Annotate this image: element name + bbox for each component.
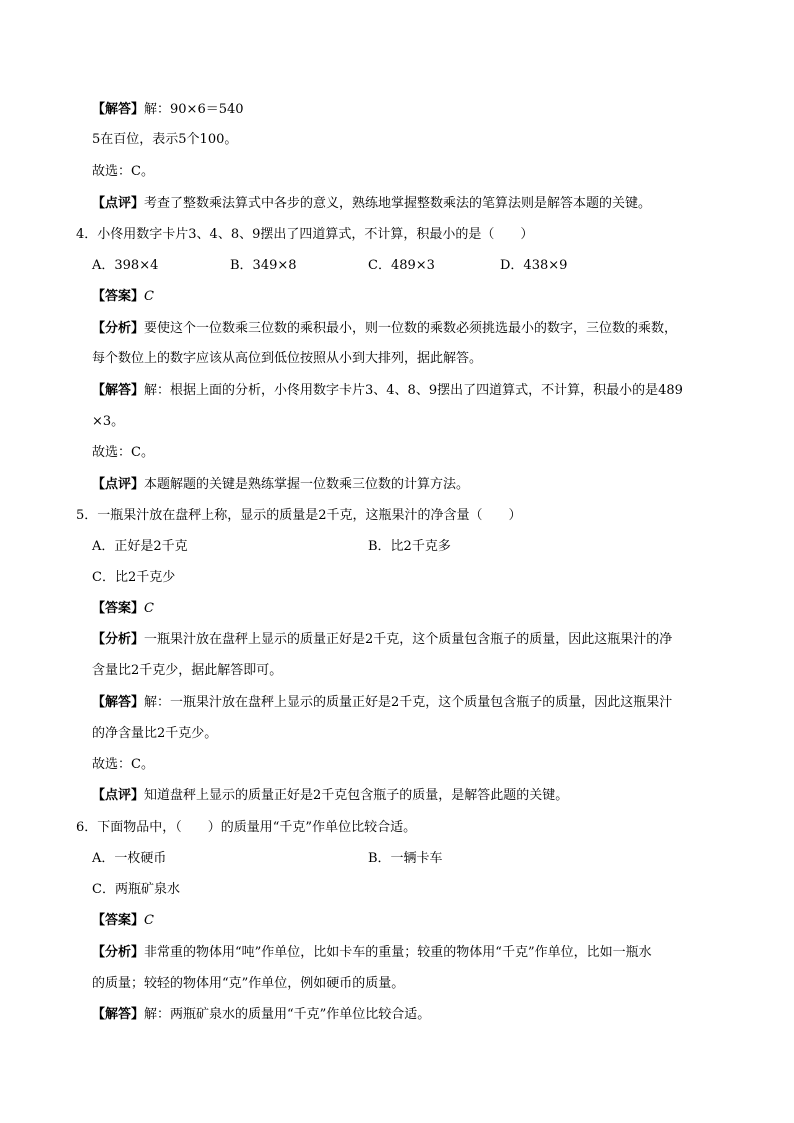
text-line: 每个数位上的数字应该从高位到低位按照从小到大排列，据此解答。: [92, 351, 483, 366]
option-c: C．489×3: [368, 258, 435, 273]
analysis-line: 【分析】一瓶果汁放在盘秤上显示的质量正好是2千克，这个质量包含瓶子的质量，因此这瓶果汁的净: [92, 632, 673, 647]
comment-line: 【点评】本题解题的关键是熟练掌握一位数乘三位数的计算方法。: [92, 477, 470, 492]
solution-line: 【解答】解：一瓶果汁放在盘秤上显示的质量正好是2千克，这个质量包含瓶子的质量，因此这瓶果汁: [92, 695, 673, 710]
question-5: 5．一瓶果汁放在盘秤上称，显示的质量是2千克，这瓶果汁的净含量（ ）: [76, 508, 522, 523]
section-tag: 【解答】: [92, 383, 145, 398]
analysis-line: 【分析】要使这个一位数乘三位数的乘积最小，则一位数的乘数必须挑选最小的数字，三位数的乘数，: [92, 321, 678, 336]
text-line: 故选：C。: [92, 757, 154, 772]
section-tag: 【分析】: [92, 945, 145, 960]
text-line: 故选：C。: [92, 164, 154, 179]
solution-line: 【解答】解：根据上面的分析，小佟用数字卡片3、4、8、9摆出了四道算式，不计算，积最小的是489: [92, 383, 683, 398]
answer-line: 【答案】C: [92, 913, 154, 928]
answer-line: 【答案】C: [92, 289, 154, 304]
comment-line: 【点评】知道盘秤上显示的质量正好是2千克包含瓶子的质量，是解答此题的关键。: [92, 788, 569, 803]
section-tag: 【解答】: [92, 1007, 145, 1022]
option-b: B．349×8: [230, 258, 297, 273]
solution-line: 【解答】解：90×6＝540: [92, 102, 244, 117]
section-tag: 【分析】: [92, 632, 145, 647]
option-b: B．比2千克多: [368, 539, 451, 554]
text-line: ×3。: [92, 414, 125, 429]
solution-line: 【解答】解：两瓶矿泉水的质量用“千克”作单位比较合适。: [92, 1007, 431, 1022]
option-d: D．438×9: [500, 258, 568, 273]
option-c: C．两瓶矿泉水: [92, 882, 180, 897]
question-6: 6．下面物品中，（ ）的质量用“千克”作单位比较合适。: [76, 820, 417, 835]
text-line: 的净含量比2千克少。: [92, 726, 218, 741]
section-tag: 【点评】: [92, 196, 145, 211]
section-tag: 【答案】: [92, 289, 145, 304]
option-a: A．一枚硬币: [92, 851, 167, 866]
section-tag: 【点评】: [92, 788, 145, 803]
text-line: 5在百位，表示5个100。: [92, 132, 238, 147]
section-tag: 【解答】: [92, 695, 145, 710]
text-line: 的质量；较轻的物体用“克”作单位，例如硬币的质量。: [92, 976, 405, 991]
option-b: B．一辆卡车: [368, 851, 443, 866]
section-tag: 【分析】: [92, 321, 145, 336]
text-line: 故选：C。: [92, 445, 154, 460]
option-a: A．正好是2千克: [92, 539, 188, 554]
section-tag: 【点评】: [92, 477, 145, 492]
comment-line: 【点评】考查了整数乘法算式中各步的意义，熟练地掌握整数乘法的笔算法则是解答本题的关键。: [92, 196, 652, 211]
question-4: 4．小佟用数字卡片3、4、8、9摆出了四道算式，不计算，积最小的是（ ）: [76, 227, 534, 242]
section-tag: 【答案】: [92, 601, 145, 616]
analysis-line: 【分析】非常重的物体用“吨”作单位，比如卡车的重量；较重的物体用“千克”作单位，比如一瓶水: [92, 945, 652, 960]
section-tag: 【答案】: [92, 913, 145, 928]
answer-line: 【答案】C: [92, 601, 154, 616]
text-line: 含量比2千克少，据此解答即可。: [92, 663, 283, 678]
section-tag: 【解答】: [92, 102, 145, 117]
option-a: A．398×4: [92, 258, 159, 273]
option-c: C．比2千克少: [92, 570, 176, 585]
